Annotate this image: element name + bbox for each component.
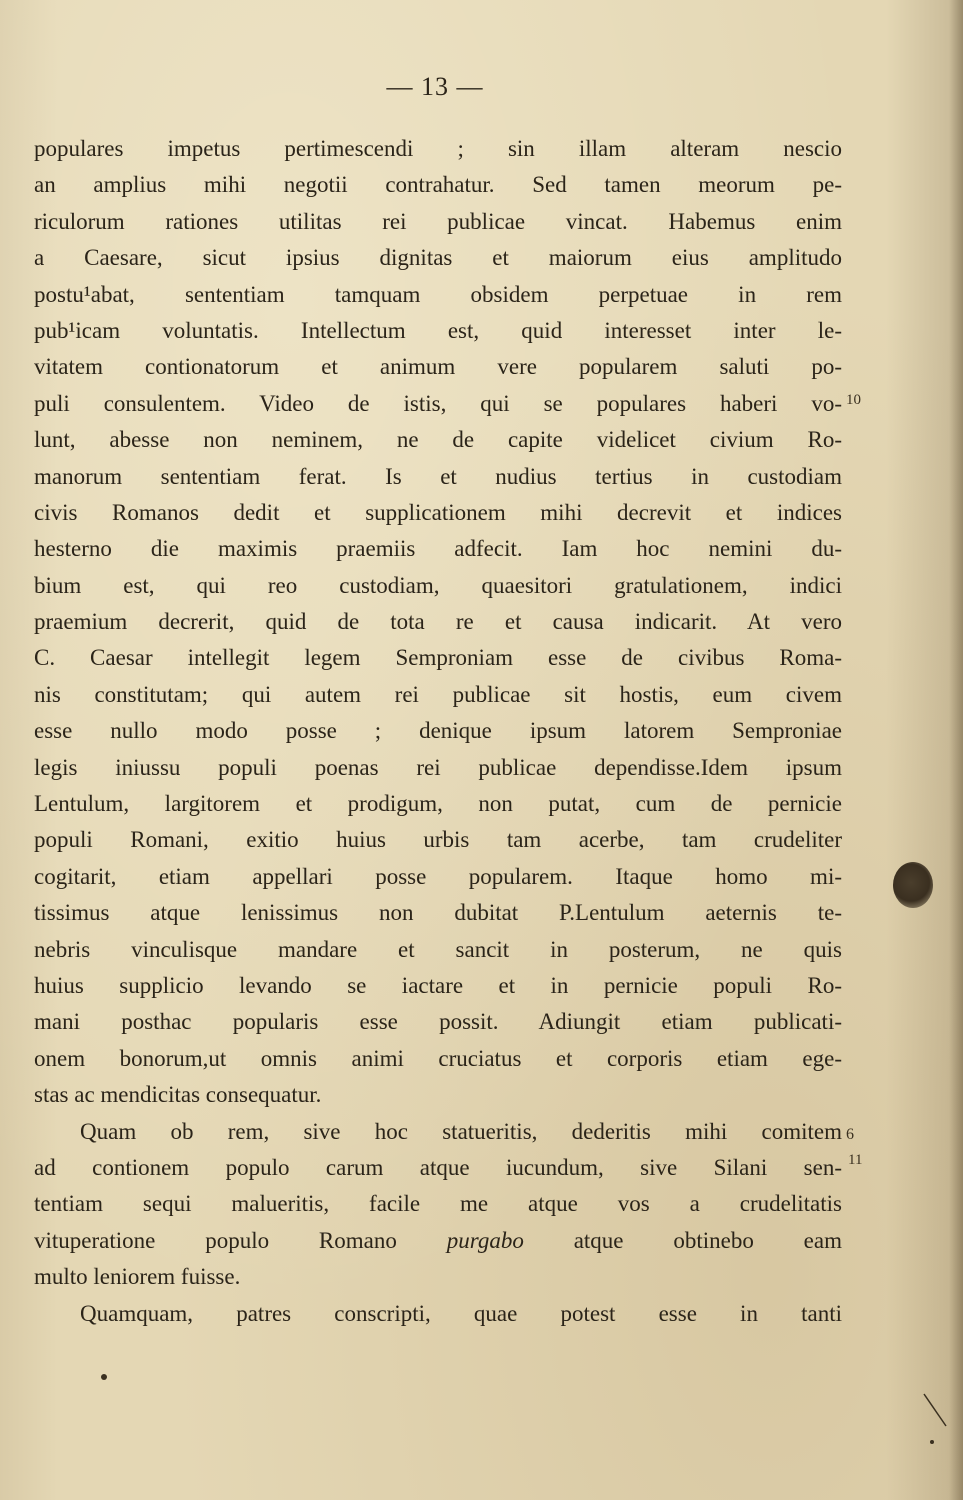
- text-line: an amplius mihi negotii contrahatur. Sed tamen meorum pe-: [34, 172, 842, 198]
- pencil-mark-icon: [922, 1392, 950, 1448]
- text-line: Quam ob rem, sive hoc statueritis, dederitis mihi comitem: [80, 1118, 842, 1144]
- ink-dot: [101, 1374, 107, 1380]
- text-line: nebris vinculisque mandare et sancit in posterum, ne quis: [34, 936, 842, 962]
- text-line: tissimus atque lenissimus non dubitat P.Lentulum aeternis te-: [34, 900, 842, 926]
- text-line: mani posthac popularis esse possit. Adiungit etiam publicati-: [34, 1009, 842, 1035]
- text-line: Quamquam, patres conscripti, quae potest esse in tanti: [80, 1300, 842, 1326]
- text-line: lunt, abesse non neminem, ne de capite videlicet civium Ro-: [34, 427, 842, 453]
- text-fragment: vituperatione populo Romano: [34, 1227, 447, 1253]
- text-line: vitatem contionatorum et animum vere popularem saluti po-: [34, 354, 842, 380]
- body-text: [34, 131, 842, 1332]
- text-line: postu¹abat, sententiam tamquam obsidem perpetuae in rem: [34, 281, 842, 307]
- text-fragment: atque obtinebo eam: [523, 1227, 842, 1253]
- text-line: pub¹icam voluntatis. Intellectum est, quid interesset inter le-: [34, 317, 842, 343]
- text-line: legis iniussu populi poenas rei publicae dependisse.Idem ipsum: [34, 754, 842, 780]
- text-line: esse nullo modo posse ; denique ipsum latorem Semproniae: [34, 718, 842, 744]
- margin-note-10: 10: [846, 392, 861, 408]
- text-line: onem bonorum,ut omnis animi cruciatus et corporis etiam ege-: [34, 1045, 842, 1071]
- text-line: praemium decrerit, quid de tota re et causa indicarit. At vero: [34, 609, 842, 635]
- margin-note-6: 6: [846, 1126, 854, 1143]
- text-line: tentiam sequi malueritis, facile me atque vos a crudelitatis: [34, 1191, 842, 1217]
- text-line: [34, 1223, 842, 1259]
- text-line: stas ac mendicitas consequatur.: [34, 1082, 322, 1108]
- text-line: Lentulum, largitorem et prodigum, non putat, cum de pernicie: [34, 791, 842, 817]
- italic-word: purgabo: [446, 1227, 524, 1253]
- text-line: populi Romani, exitio huius urbis tam acerbe, tam crudeliter: [34, 827, 842, 853]
- text-line: bium est, qui reo custodiam, quaesitori gratulationem, indici: [34, 572, 842, 598]
- text-line: cogitarit, etiam appellari posse popularem. Itaque homo mi-: [34, 863, 842, 889]
- text-line: multo leniorem fuisse.: [34, 1264, 241, 1290]
- text-line: populares impetus pertimescendi ; sin illam alteram nescio: [34, 136, 842, 161]
- text-line: nis constitutam; qui autem rei publicae sit hostis, eum civem: [34, 681, 842, 707]
- text-line: C. Caesar intellegit legem Semproniam esse de civibus Roma-: [34, 645, 842, 671]
- ink-blot: [893, 862, 933, 908]
- page-edge-shadow: [949, 0, 963, 1500]
- text-line: manorum sententiam ferat. Is et nudius tertius in custodiam: [34, 463, 842, 489]
- text-line: ad contionem populo carum atque iucundum, sive Silani sen-: [34, 1154, 842, 1180]
- text-line: civis Romanos dedit et supplicationem mihi decrevit et indices: [34, 499, 842, 525]
- text-line: riculorum rationes utilitas rei publicae vincat. Habemus enim: [34, 208, 842, 234]
- text-line: huius supplicio levando se iactare et in pernicie populi Ro-: [34, 972, 842, 998]
- margin-note-11: 11: [848, 1152, 863, 1168]
- text-line: hesterno die maximis praemiis adfecit. Iam hoc nemini du-: [34, 536, 842, 562]
- text-line: puli consulentem. Video de istis, qui se populares haberi vo-: [34, 390, 842, 416]
- page-number: — 13 —: [386, 72, 484, 101]
- text-line: a Caesare, sicut ipsius dignitas et maiorum eius amplitudo: [34, 245, 842, 271]
